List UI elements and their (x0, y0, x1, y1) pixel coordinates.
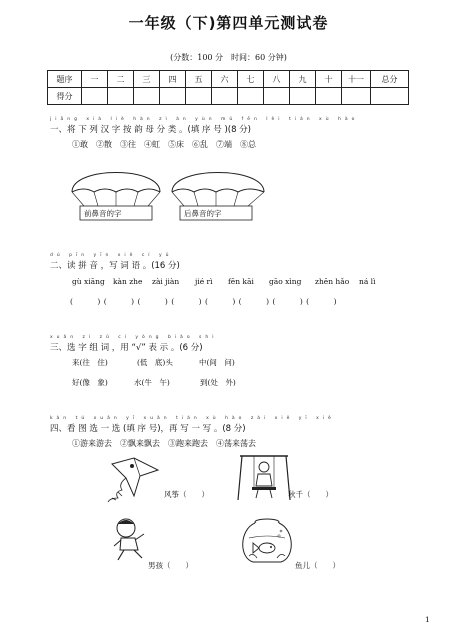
score-cell[interactable] (134, 88, 160, 105)
boy-illustration (108, 516, 152, 562)
table-cell: 九 (290, 71, 316, 88)
table-cell: 三 (134, 71, 160, 88)
fish-label[interactable]: 鱼儿（ ） (295, 561, 340, 570)
choice-6[interactable]: 到(处 外) (200, 378, 236, 387)
pinyin-word-5: fēn kāi (228, 277, 254, 286)
pinyin-word-4: jié rì (195, 277, 213, 286)
table-cell: 十 (316, 71, 342, 88)
section-4-options: ①游来游去 ②飘来飘去 ③跑来跑去 ④荡来荡去 (72, 439, 256, 448)
table-cell: 四 (160, 71, 186, 88)
score-cell[interactable] (342, 88, 371, 105)
table-cell: 五 (186, 71, 212, 88)
page-number: 1 (425, 615, 430, 624)
choice-1[interactable]: 来(往 住) (72, 358, 108, 367)
table-cell: 十一 (342, 71, 371, 88)
pinyin-word-2: kàn zhe (113, 277, 143, 286)
pinyin-word-1: gù xiāng (72, 277, 105, 286)
section-2-heading (50, 253, 180, 271)
section-4-pinyin: kàn tú xuǎn yī xuǎn tián xù hào zài xiě yī xiě (50, 416, 335, 421)
page-title: 一年级（下)第四单元测试卷 (128, 14, 329, 32)
exam-meta: (分数：100 分 时间：60 分钟) (170, 53, 287, 62)
section-4-heading (50, 416, 335, 434)
table-cell: 总分 (371, 71, 409, 88)
table-cell: 六 (212, 71, 238, 88)
score-cell[interactable] (212, 88, 238, 105)
choice-4[interactable]: 好(像 象) (72, 378, 108, 387)
umbrella-1-label: 前鼻音的字 (84, 209, 122, 218)
score-cell[interactable] (264, 88, 290, 105)
table-cell: 一 (82, 71, 108, 88)
section-4-heading-text: 四、看 图 选 一 选 (填 序 号)，再 写 一 写 。(8 分) (50, 424, 246, 434)
score-table (47, 70, 409, 105)
table-cell: 题序 (48, 71, 82, 88)
swing-label[interactable]: 秋千（ ） (288, 490, 333, 499)
boy-label[interactable]: 男孩（ ） (148, 561, 193, 570)
section-1-pinyin: jiāng xià liè hàn zì àn yùn mǔ fēn lèi tián xù hào (50, 117, 359, 122)
section-2-heading-text: 二、读 拼 音 ，写 词 语 。(16 分) (50, 261, 180, 271)
score-cell[interactable] (290, 88, 316, 105)
section-3-heading (50, 335, 218, 353)
score-cell[interactable] (186, 88, 212, 105)
choice-2[interactable]: (低 底)头 (137, 358, 173, 367)
pinyin-word-3: zài jiàn (152, 277, 180, 286)
fishbowl-illustration (239, 516, 295, 566)
choice-3[interactable]: 中(间 问) (199, 358, 235, 367)
score-cell[interactable] (160, 88, 186, 105)
table-cell: 七 (238, 71, 264, 88)
score-cell[interactable] (82, 88, 108, 105)
answer-blanks[interactable]: ( ) ( ) ( ) ( ) ( ) ( ) ( ) ( ) (70, 297, 338, 306)
table-cell: 八 (264, 71, 290, 88)
section-1-heading (50, 117, 359, 135)
score-cell[interactable] (316, 88, 342, 105)
score-cell[interactable] (238, 88, 264, 105)
section-1-heading-text: 一、将 下 列 汉 字 按 韵 母 分 类 。(填 序 号 )(8 分) (50, 125, 252, 135)
score-entry-row (48, 88, 409, 105)
section-2-pinyin: dú pīn yīn xiě cí yǔ (50, 253, 173, 258)
table-cell: 得分 (48, 88, 82, 105)
score-header-row (48, 71, 409, 88)
kite-illustration (104, 452, 166, 504)
pinyin-word-7: zhēn hǎo (315, 277, 350, 286)
umbrella-2-label: 后鼻音的字 (184, 209, 222, 218)
pinyin-word-8: ná lì (359, 277, 376, 286)
kite-label[interactable]: 风筝（ ） (164, 490, 209, 499)
table-cell: 二 (108, 71, 134, 88)
choice-5[interactable]: 水(牛 午) (134, 378, 170, 387)
section-1-options: ①敢 ②散 ③往 ④虹 ⑤床 ⑥乱 ⑦端 ⑧总 (72, 140, 256, 149)
section-3-heading-text: 三、选 字 组 词 ，用 “√” 表 示 。(6 分) (50, 343, 203, 353)
swing-illustration (236, 452, 292, 502)
pinyin-word-6: gāo xìng (269, 277, 302, 286)
score-cell[interactable] (371, 88, 409, 105)
score-cell[interactable] (108, 88, 134, 105)
section-3-pinyin: xuǎn zì zǔ cí yòng biǎo shì (50, 335, 218, 340)
